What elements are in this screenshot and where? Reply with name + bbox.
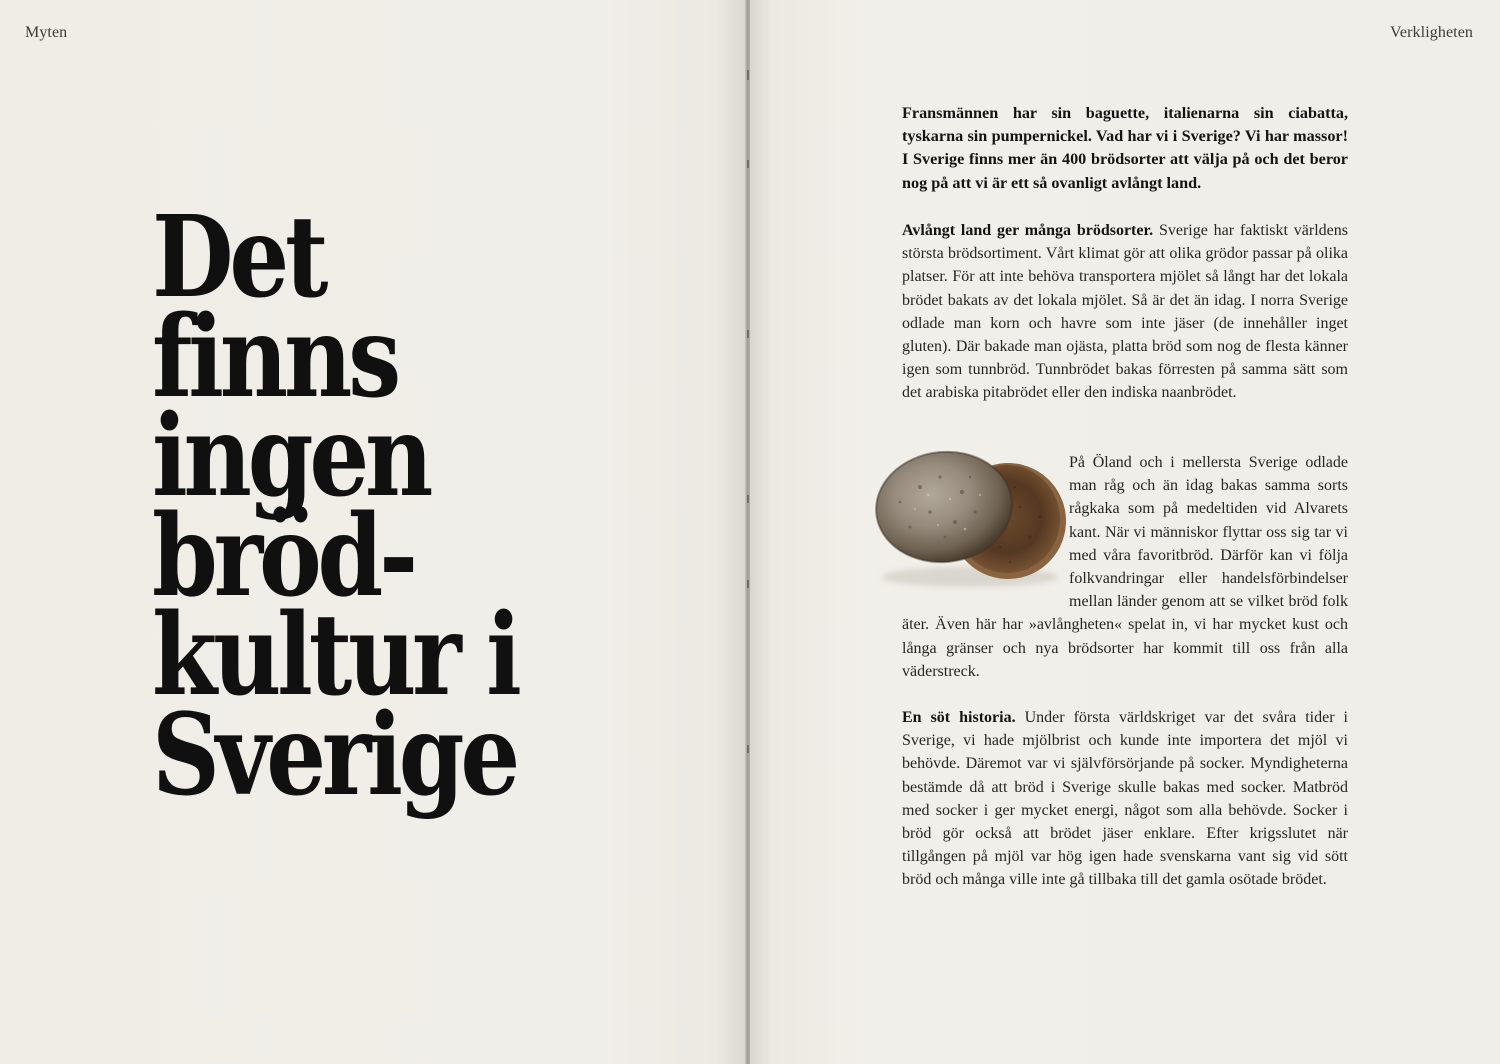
lead-paragraph <box>902 102 1348 195</box>
run-in-heading: Avlångt land ger många brödsorter. <box>902 222 1154 239</box>
headline <box>152 192 518 821</box>
section-paragraph <box>902 219 1348 405</box>
body-text: Sverige har faktiskt världens största brödsortiment. Vårt klimat gör att olika grödor passar på olika platser. För att inte behöva transportera mjölet så långt har det lokala brödet bakats av det lokala mjölet. Så är det än idag. I norra Sverige odlade man korn och havre som inte jäser (de innehåller inget gluten). Där bakade man ojästa, platta bröd som nog de flesta känner igen som tunnbröd. Tunnbrödet bakas förresten på samma sätt som det arabiska pitabrödet eller den indiska naanbrödet. <box>902 222 1348 402</box>
binding-stitch <box>747 580 749 588</box>
section-oland <box>902 451 1348 683</box>
headline-line: kultur i <box>152 590 518 721</box>
headline-line: bröd- <box>152 490 414 622</box>
binding-stitch <box>747 495 749 503</box>
bread-image <box>874 451 1059 591</box>
rye-bread-illustration <box>870 437 1070 597</box>
headline-line: ingen <box>152 391 430 522</box>
section-paragraph: På Öland och i mellersta Sverige odlade man råg och än idag bakas samma sorts rågkaka som på medeltiden vid Alvarets kant. När vi människor flyttar oss sig tar vi med våra favoritbröd. Därför kan vi följa folkvandringar eller handelsförbindelser mellan länder genom att se vilket bröd folk äter. Även här har »avlångheten« spelat in, vi har mycket kust och långa gränser och nya brödsorter har kommit till oss från alla väderstreck. <box>902 454 1348 680</box>
binding-stitch <box>747 330 749 338</box>
section-sot-historia <box>902 706 1348 892</box>
section-paragraph <box>902 706 1348 892</box>
binding-stitch <box>747 745 749 753</box>
lead-text: Fransmännen har sin baguette, italienarna sin ciabatta, tyskarna sin pumpernickel. Vad har vi i Sverige? Vi har massor! I Sverige finns mer än 400 brödsorter att välja på och det beror nog på att vi är ett så ovanligt avlångt land. <box>902 104 1348 192</box>
left-page <box>0 0 746 1064</box>
body-text: Under första världskriget var det svåra tider i Sverige, vi hade mjölbrist och kunde inte importera det mjöl vi behövde. Däremot var vi självförsörjande på socker. Myndigheterna bestämde då att bröd i Sverige skulle bakas med socker. Matbröd med socker i ger mycket energi, något som alla behövde. Socker i bröd gör också att brödet jäser enklare. Efter krigsslutet när tillgången på mjöl var hög igen hade svenskarna vant sig vid sött bröd och många ville inte gå tillbaka till det gamla osötade brödet. <box>902 709 1348 889</box>
binding-stitch <box>747 70 749 80</box>
run-in-heading: En söt historia. <box>902 709 1016 726</box>
running-head-right: Verkligheten <box>1390 24 1473 41</box>
binding-stitch <box>747 160 749 168</box>
headline-line: Sverige <box>152 689 517 821</box>
headline-line: Det <box>152 192 325 323</box>
running-head-left: Myten <box>25 24 68 41</box>
section-avlangt-land <box>902 219 1348 405</box>
headline-line: finns <box>152 291 397 423</box>
